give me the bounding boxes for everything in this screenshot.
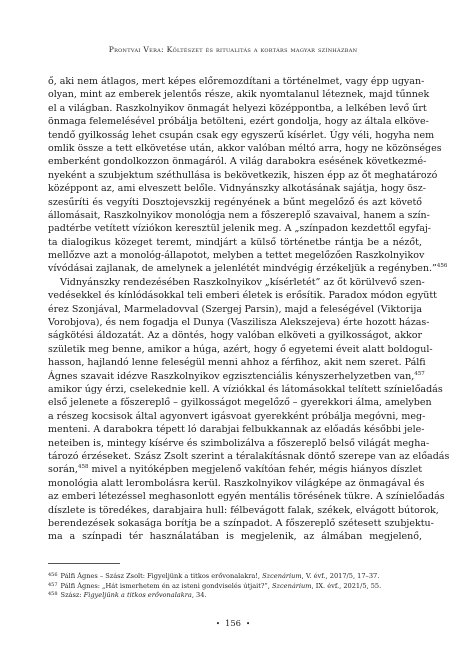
text-line-continuation: mivel a nyitóképben megjelenő vakítóan fehér, mégis hiányos díszlet (88, 464, 423, 476)
footnote-text: Pálfi Ágnes – Szász Zsolt: Figyeljünk a titkos erővonalakra!, (60, 572, 263, 580)
text-line-content: neteiben is, mintegy kísérve és szimbolizálva a főszereplő belső világát megha- (48, 437, 430, 449)
text-line (48, 329, 422, 342)
text-line-content: monológia alatt lerombolásra kerül. Raszkolnyikov világképe az önmagával és (48, 477, 425, 489)
text-line (48, 517, 434, 530)
text-line-content: ta dialogikus közeget teremt, mindjárt a külső történetbe rántja be a nézőt, (48, 236, 422, 248)
text-line-content: vívódásai zajlanak, de amelynek a jelenlétét mindvégig érzékeljük a regényben.” (48, 263, 437, 275)
text-line (48, 88, 430, 101)
text-line-content: ma a színpadi tér használatában is megjelenik, az álmában megjelenő, (48, 531, 422, 543)
text-line (48, 370, 425, 383)
text-line (48, 356, 426, 369)
text-line-content: nyeként a szubjektum széthullása is bekövetkezik, hiszen épp az őt meghatározó (48, 169, 438, 181)
text-line (48, 396, 432, 409)
text-line (48, 142, 442, 155)
footnote-reference[interactable]: 457 (414, 370, 425, 377)
text-line-content: el a világban. Raszkolnyikov önmagát helyezi középpontba, a lelkében levő űrt (48, 102, 427, 114)
footnote-source-title: Figyeljünk a titkos erővonalakra (83, 591, 192, 600)
footnote-source-title: Szcenárium (272, 581, 312, 590)
text-line (48, 303, 422, 316)
footnote-citation-tail: , 34. (191, 591, 207, 600)
text-line-content: a részeg kocsisok által agyonvert igásvoat gyerekként próbálja megóvni, meg- (48, 410, 426, 422)
text-line-content: születik meg benne, amikor a húga, azért, hogy ő egyetemi éveit alatt boldogul- (48, 343, 433, 355)
footnote-number: 457 (48, 581, 58, 588)
text-line-content: mellőzve azt a monológ-állapotot, melyben a tettet megelőzően Raszkolnyikov (48, 250, 425, 262)
footnote (48, 581, 422, 591)
footnote-number: 458 (48, 591, 58, 598)
text-line (48, 276, 425, 289)
text-line-content: omlik össze a tett elkövetése után, akkor valóban méltó arra, hogy ne közönséges (48, 142, 442, 154)
text-line (48, 530, 422, 543)
footnote-citation-tail: , V. évf., 2017/5, 17–37. (301, 572, 380, 580)
text-line-content: Vorobjova), és nem fogadja el Dunya (Vaszilisza Alekszejeva) érte hozott házas- (48, 317, 430, 329)
text-line (48, 155, 427, 168)
text-line (48, 463, 422, 476)
text-line-content: padtérbe vetített víziókon keresztül jelenik meg. A „színpadon kezdettől egyfaj- (48, 223, 432, 235)
footnote-separator (48, 563, 120, 564)
bullet-icon: • (215, 620, 220, 628)
text-line (48, 410, 426, 423)
text-line (48, 222, 432, 235)
text-line-content: első jelenete a főszereplő – gyilkosságot megelőző – gyerekkori álma, amelyben (48, 397, 432, 409)
text-line-content: Vidnyánszky rendezésében Raszkolnyikov „kísérletét” az őt körülvevő szen- (60, 276, 425, 288)
main-text-block (48, 75, 450, 544)
text-line-content: középpont az, ami elveszett belőle. Vidnyánszky alkotásának sajátja, hogy ösz- (48, 183, 426, 195)
footnote-number: 456 (48, 572, 58, 578)
text-line (48, 450, 450, 463)
text-line-content: szesűríti és vegyíti Dosztojevszkij regényének a bűnt megelőző és azt követő (48, 196, 422, 208)
text-line (48, 209, 430, 222)
text-line-content: Ágnes szavait idézve Raszkolnyikov egzisztenciális kényszerhelyzetben van, (48, 370, 415, 382)
text-line (48, 504, 439, 517)
text-line-content: az emberi létezéssel meghasonlott egyén mentális törésének tükre. A színielőadás (48, 491, 445, 503)
text-line (48, 196, 422, 209)
footnote-reference[interactable]: 456 (436, 263, 448, 270)
text-line-content: tározó érzéseket. Szász Zsolt szerint a téralakításnak döntő szerepe van az előadás (48, 450, 450, 462)
text-line (48, 383, 443, 396)
text-line-content: emberként gondolkozzon önmagáról. A világ darabokra esésének következmé- (48, 156, 427, 168)
text-line (48, 262, 448, 275)
text-line-content: berendezések sokasága borítja be a színpadot. A főszereplő szétesett szubjektu- (48, 517, 434, 529)
footnote (48, 571, 422, 581)
text-line (48, 316, 430, 329)
footnote-text: Szász: (60, 591, 84, 600)
text-line (48, 182, 426, 195)
footnotes (48, 571, 422, 600)
footnote-source-title: Szcenárium (262, 572, 302, 580)
text-line (48, 115, 429, 128)
footnote (48, 590, 422, 600)
text-line (48, 249, 425, 262)
text-line-content: állomásait, Raszkolnyikov monológja nem a főszereplő szavaival, hanem a szín- (48, 209, 430, 221)
text-line (48, 289, 437, 302)
text-line-content: menteni. A darabokra tépett ló darabjai felbukkannak az előadás későbbi jele- (48, 424, 425, 436)
text-line-content: ságkötési áldozatát. Az a döntés, hogy valóban elköveti a gyilkosságot, akkor (48, 330, 422, 342)
text-line (48, 490, 445, 503)
text-line-content: során, (48, 464, 78, 476)
text-line (48, 236, 422, 249)
text-line-content: érez Szonjával, Marmeladovval (Szergej Parsin), majd a feleségével (Viktorija (48, 303, 422, 315)
text-line-content: díszlete is töredékes, darabjaira hull: félbevágott falak, székek, elvágott bútorok, (48, 504, 439, 516)
text-line-content: hasson, hajlandó lenne feleségül menni ahhoz a férfihoz, akit nem szeret. Pálfi (48, 357, 426, 369)
page-number (0, 618, 466, 628)
text-line-content: önmaga felemelésével próbálja betölteni, ezért gondolja, hogy az általa elköve- (48, 116, 429, 128)
text-line-content: olyan, mint az emberek jelentős része, akik nyomtalanul léteznek, majd tűnnek (48, 89, 430, 101)
text-line (48, 102, 427, 115)
text-line (48, 75, 425, 88)
footnote-reference[interactable]: 458 (77, 464, 89, 471)
running-head: Prontvai Vera: Költészet és ritualitás a kortárs magyar színházban (108, 45, 358, 54)
text-line (48, 129, 435, 142)
text-line-content: vedésekkel és kínlódásokkal teli emberi életek is erősítik. Paradox módon együtt (48, 290, 437, 302)
bullet-icon: • (246, 620, 251, 628)
text-line (48, 343, 433, 356)
text-line (48, 437, 430, 450)
text-line (48, 477, 425, 490)
text-line-content: tendő gyilkosság lehet csupán csak egy egyszerű kísérlet. Úgy véli, hogyha nem (48, 129, 435, 141)
footnote-text: Pálfi Ágnes: „Hát ismerhetem én az isteni gondviselés útjait?”, (60, 581, 272, 590)
footnote-citation-tail: , IX. évf., 2021/5, 55. (311, 581, 382, 590)
text-line (48, 169, 438, 182)
text-line-content: ő, aki nem átlagos, mert képes előremozdítani a történelmet, vagy épp ugyan- (48, 76, 425, 87)
text-line (48, 423, 425, 436)
page-number-value: 156 (225, 618, 241, 628)
text-line-content: amikor úgy érzi, cselekednie kell. A víziókkal és látomásokkal telített színielőadás (48, 383, 443, 395)
